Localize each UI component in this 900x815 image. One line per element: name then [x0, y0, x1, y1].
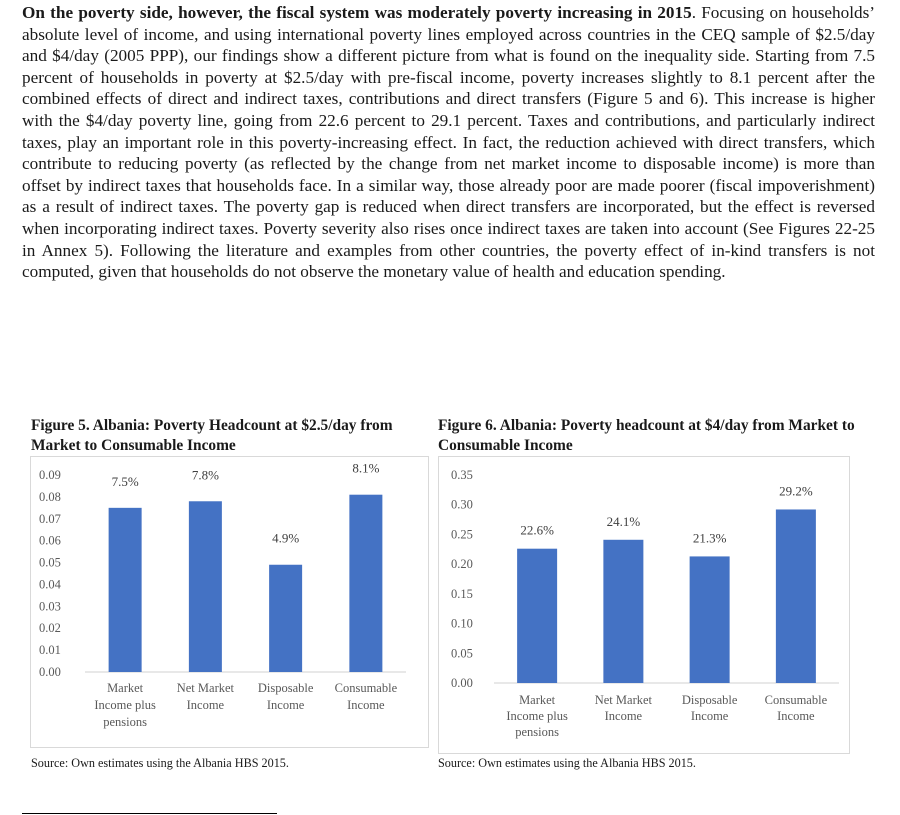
bar — [109, 508, 142, 672]
y-tick-label: 0.03 — [39, 599, 61, 614]
body-paragraph — [22, 2, 875, 283]
y-tick-label: 0.05 — [39, 555, 61, 570]
figure-6-source: Source: Own estimates using the Albania HBS 2015. — [438, 756, 696, 770]
y-tick-label: 0.20 — [451, 557, 473, 572]
category-label: Income — [690, 709, 729, 723]
category-label: pensions — [103, 715, 147, 729]
figure-5-title: Figure 5. Albania: Poverty Headcount at $2.5/day from Market to Consumable Income — [31, 417, 393, 454]
category-label: Market — [519, 693, 556, 707]
category-label: Income — [777, 709, 815, 723]
y-tick-label: 0.09 — [39, 468, 61, 482]
y-tick-label: 0.01 — [39, 643, 61, 658]
category-label: pensions — [515, 725, 559, 739]
category-label: Net Market — [176, 681, 235, 695]
y-tick-label: 0.04 — [39, 577, 61, 592]
category-label: Income — [266, 698, 305, 712]
y-tick-label: 0.35 — [451, 468, 473, 482]
y-tick-label: 0.06 — [39, 533, 61, 548]
category-label: Income — [604, 709, 643, 723]
bar — [776, 509, 816, 683]
data-label: 24.1% — [606, 513, 641, 529]
figure-6-chart — [439, 457, 849, 753]
y-tick-label: 0.15 — [451, 586, 473, 601]
category-label: Income — [186, 698, 225, 712]
figure-6-title: Figure 6. Albania: Poverty headcount at $4/day from Market to Consumable Income — [438, 417, 855, 454]
data-label: 7.5% — [111, 473, 139, 489]
footnote-separator — [22, 813, 277, 814]
y-tick-label: 0.25 — [451, 527, 473, 542]
data-label: 7.8% — [191, 467, 219, 483]
figure-6-chart-frame — [438, 456, 850, 754]
y-tick-label: 0.08 — [39, 489, 61, 504]
bar — [269, 565, 302, 672]
category-label: Disposable — [257, 681, 314, 695]
bar — [517, 549, 557, 683]
bar — [189, 501, 222, 672]
bar — [603, 540, 643, 683]
y-tick-label: 0.05 — [451, 646, 473, 661]
paragraph-lead: On the poverty side, however, the fiscal system was moderately poverty increasing in 2015 — [22, 3, 692, 22]
data-label: 21.3% — [692, 530, 727, 546]
figure-5-chart-frame — [30, 456, 429, 748]
figure-5-source: Source: Own estimates using the Albania HBS 2015. — [31, 756, 289, 770]
y-tick-label: 0.02 — [39, 621, 61, 636]
bar — [349, 495, 382, 672]
y-tick-label: 0.00 — [451, 676, 473, 690]
y-tick-label: 0.10 — [451, 616, 473, 631]
category-label: Income — [347, 698, 385, 712]
category-label: Net Market — [594, 693, 653, 707]
category-label: Consumable — [764, 693, 828, 707]
bar — [690, 556, 730, 683]
data-label: 4.9% — [272, 530, 300, 546]
y-tick-label: 0.07 — [39, 511, 61, 526]
category-label: Market — [107, 681, 144, 695]
category-label: Income plus — [506, 709, 568, 723]
data-label: 22.6% — [520, 522, 554, 538]
category-label: Disposable — [681, 693, 738, 707]
category-label: Consumable — [334, 681, 398, 695]
y-tick-label: 0.30 — [451, 497, 473, 512]
category-label: Income plus — [94, 698, 156, 712]
data-label: 8.1% — [352, 460, 380, 476]
y-tick-label: 0.00 — [39, 665, 61, 679]
paragraph-body: . Focusing on households’ absolute level of income, and using international poverty lines employed across countries in the CEQ sample of $2.5/day and $4/day (2005 PPP), our findings show a different picture from what is found on the inequality side. Starting from 7.5 percent of households in poverty at $2.5/day with pre-fiscal income, poverty increases slightly to 8.1 percent after the combined effects of direct and indirect taxes, contributions and direct transfers (Figure 5 and 6). This increase is higher with the $4/day poverty line, going from 22.6 percent to 29.1 percent. Taxes and contributions, and particularly indirect taxes, play an important role in this poverty-increasing effect. In fact, the reduction achieved with direct transfers, which contribute to reducing poverty (as reflected by the change from net market income to disposable income) is more than offset by indirect taxes that households face. In a similar way, those already poor are made poorer (fiscal impoverishment) as a result of indirect taxes. The poverty gap is reduced when direct transfers are incorporated, but the effect is reversed when incorporating indirect taxes. Poverty severity also rises once indirect taxes are taken into account (See Figures 22-25 in Annex 5). Following the literature and examples from other countries, the poverty effect of in-kind transfers is not computed, given that households do not observe the monetary value of health and education spending. — [22, 3, 876, 282]
figure-5-chart — [31, 457, 428, 747]
data-label: 29.2% — [779, 483, 813, 499]
